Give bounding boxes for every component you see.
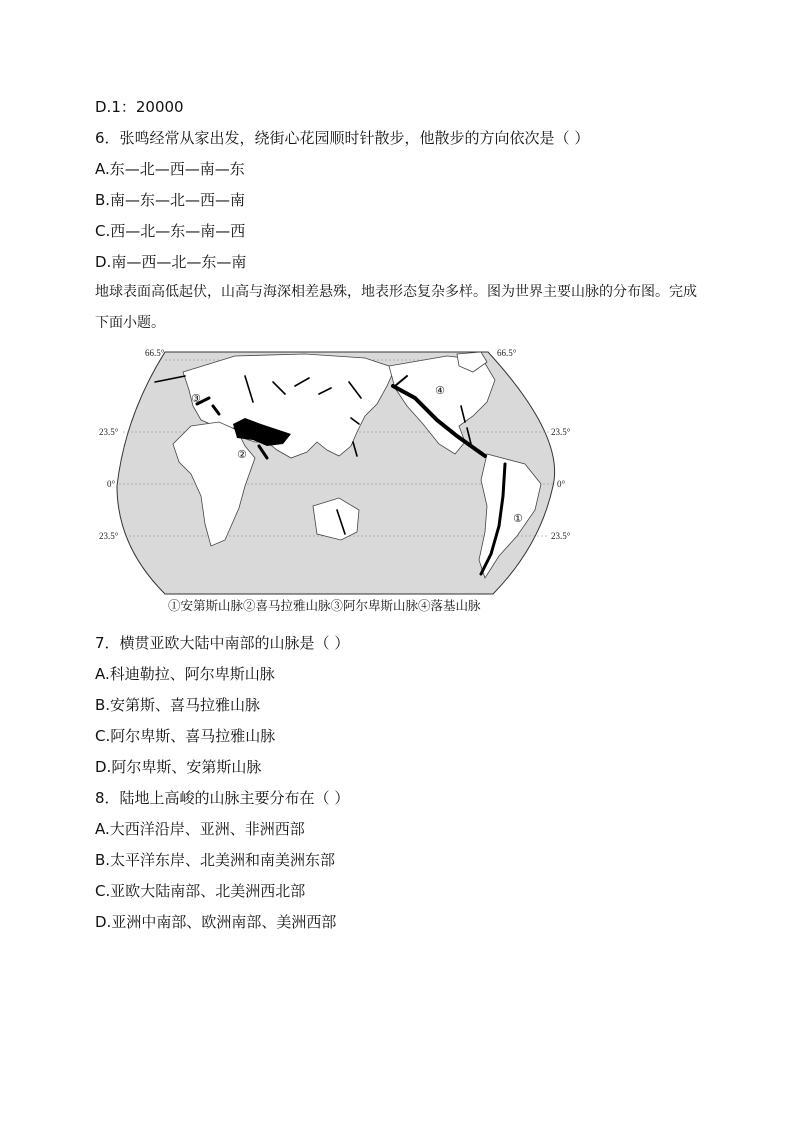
lat-label-23n-right: 23.5° (551, 427, 571, 437)
q6-option-b: B.南—东—北—西—南 (95, 191, 246, 209)
marker-3: ③ (191, 392, 201, 405)
marker-1: ① (513, 512, 523, 525)
lat-label-23s-left: 23.5° (99, 531, 119, 541)
lat-label-23n-left: 23.5° (99, 427, 119, 437)
q7-option-b: B.安第斯、喜马拉雅山脉 (95, 696, 261, 714)
marker-4: ④ (435, 384, 445, 397)
lat-label-66n-left: 66.5° (145, 348, 165, 358)
lat-label-66n-right: 66.5° (497, 348, 517, 358)
lat-label-eq-right: 0° (557, 479, 566, 489)
q6-option-a: A.东—北—西—南—东 (95, 160, 245, 178)
q5-option-d: D.1：20000 (95, 98, 184, 116)
q6-option-d: D.南—西—北—东—南 (95, 253, 247, 271)
q7-stem: 7．横贯亚欧大陆中南部的山脉是（ ） (95, 634, 350, 652)
q8-stem: 8．陆地上高峻的山脉主要分布在（ ） (95, 789, 350, 807)
world-mountain-map (95, 346, 595, 618)
q8-option-c: C.亚欧大陆南部、北美洲西北部 (95, 882, 306, 900)
q6-option-c: C.西—北—东—南—西 (95, 222, 246, 240)
q7-option-a: A.科迪勒拉、阿尔卑斯山脉 (95, 665, 275, 683)
q7-option-d: D.阿尔卑斯、安第斯山脉 (95, 758, 262, 776)
marker-2: ② (237, 448, 247, 461)
q8-option-a: A.大西洋沿岸、亚洲、非洲西部 (95, 820, 305, 838)
lat-label-23s-right: 23.5° (551, 531, 571, 541)
lat-label-eq-left: 0° (107, 479, 116, 489)
map-caption: ①安第斯山脉②喜马拉雅山脉③阿尔卑斯山脉④落基山脉 (168, 598, 481, 613)
reading-intro: 地球表面高低起伏，山高与海深相差悬殊，地表形态复杂多样。图为世界主要山脉的分布图。完成下面小题。 (95, 284, 697, 331)
q8-option-d: D.亚洲中南部、欧洲南部、美洲西部 (95, 913, 337, 931)
q7-option-c: C.阿尔卑斯、喜马拉雅山脉 (95, 727, 276, 745)
q8-option-b: B.太平洋东岸、北美洲和南美洲东部 (95, 851, 336, 869)
q6-stem: 6．张鸣经常从家出发，绕街心花园顺时针散步，他散步的方向依次是（ ） (95, 129, 590, 147)
